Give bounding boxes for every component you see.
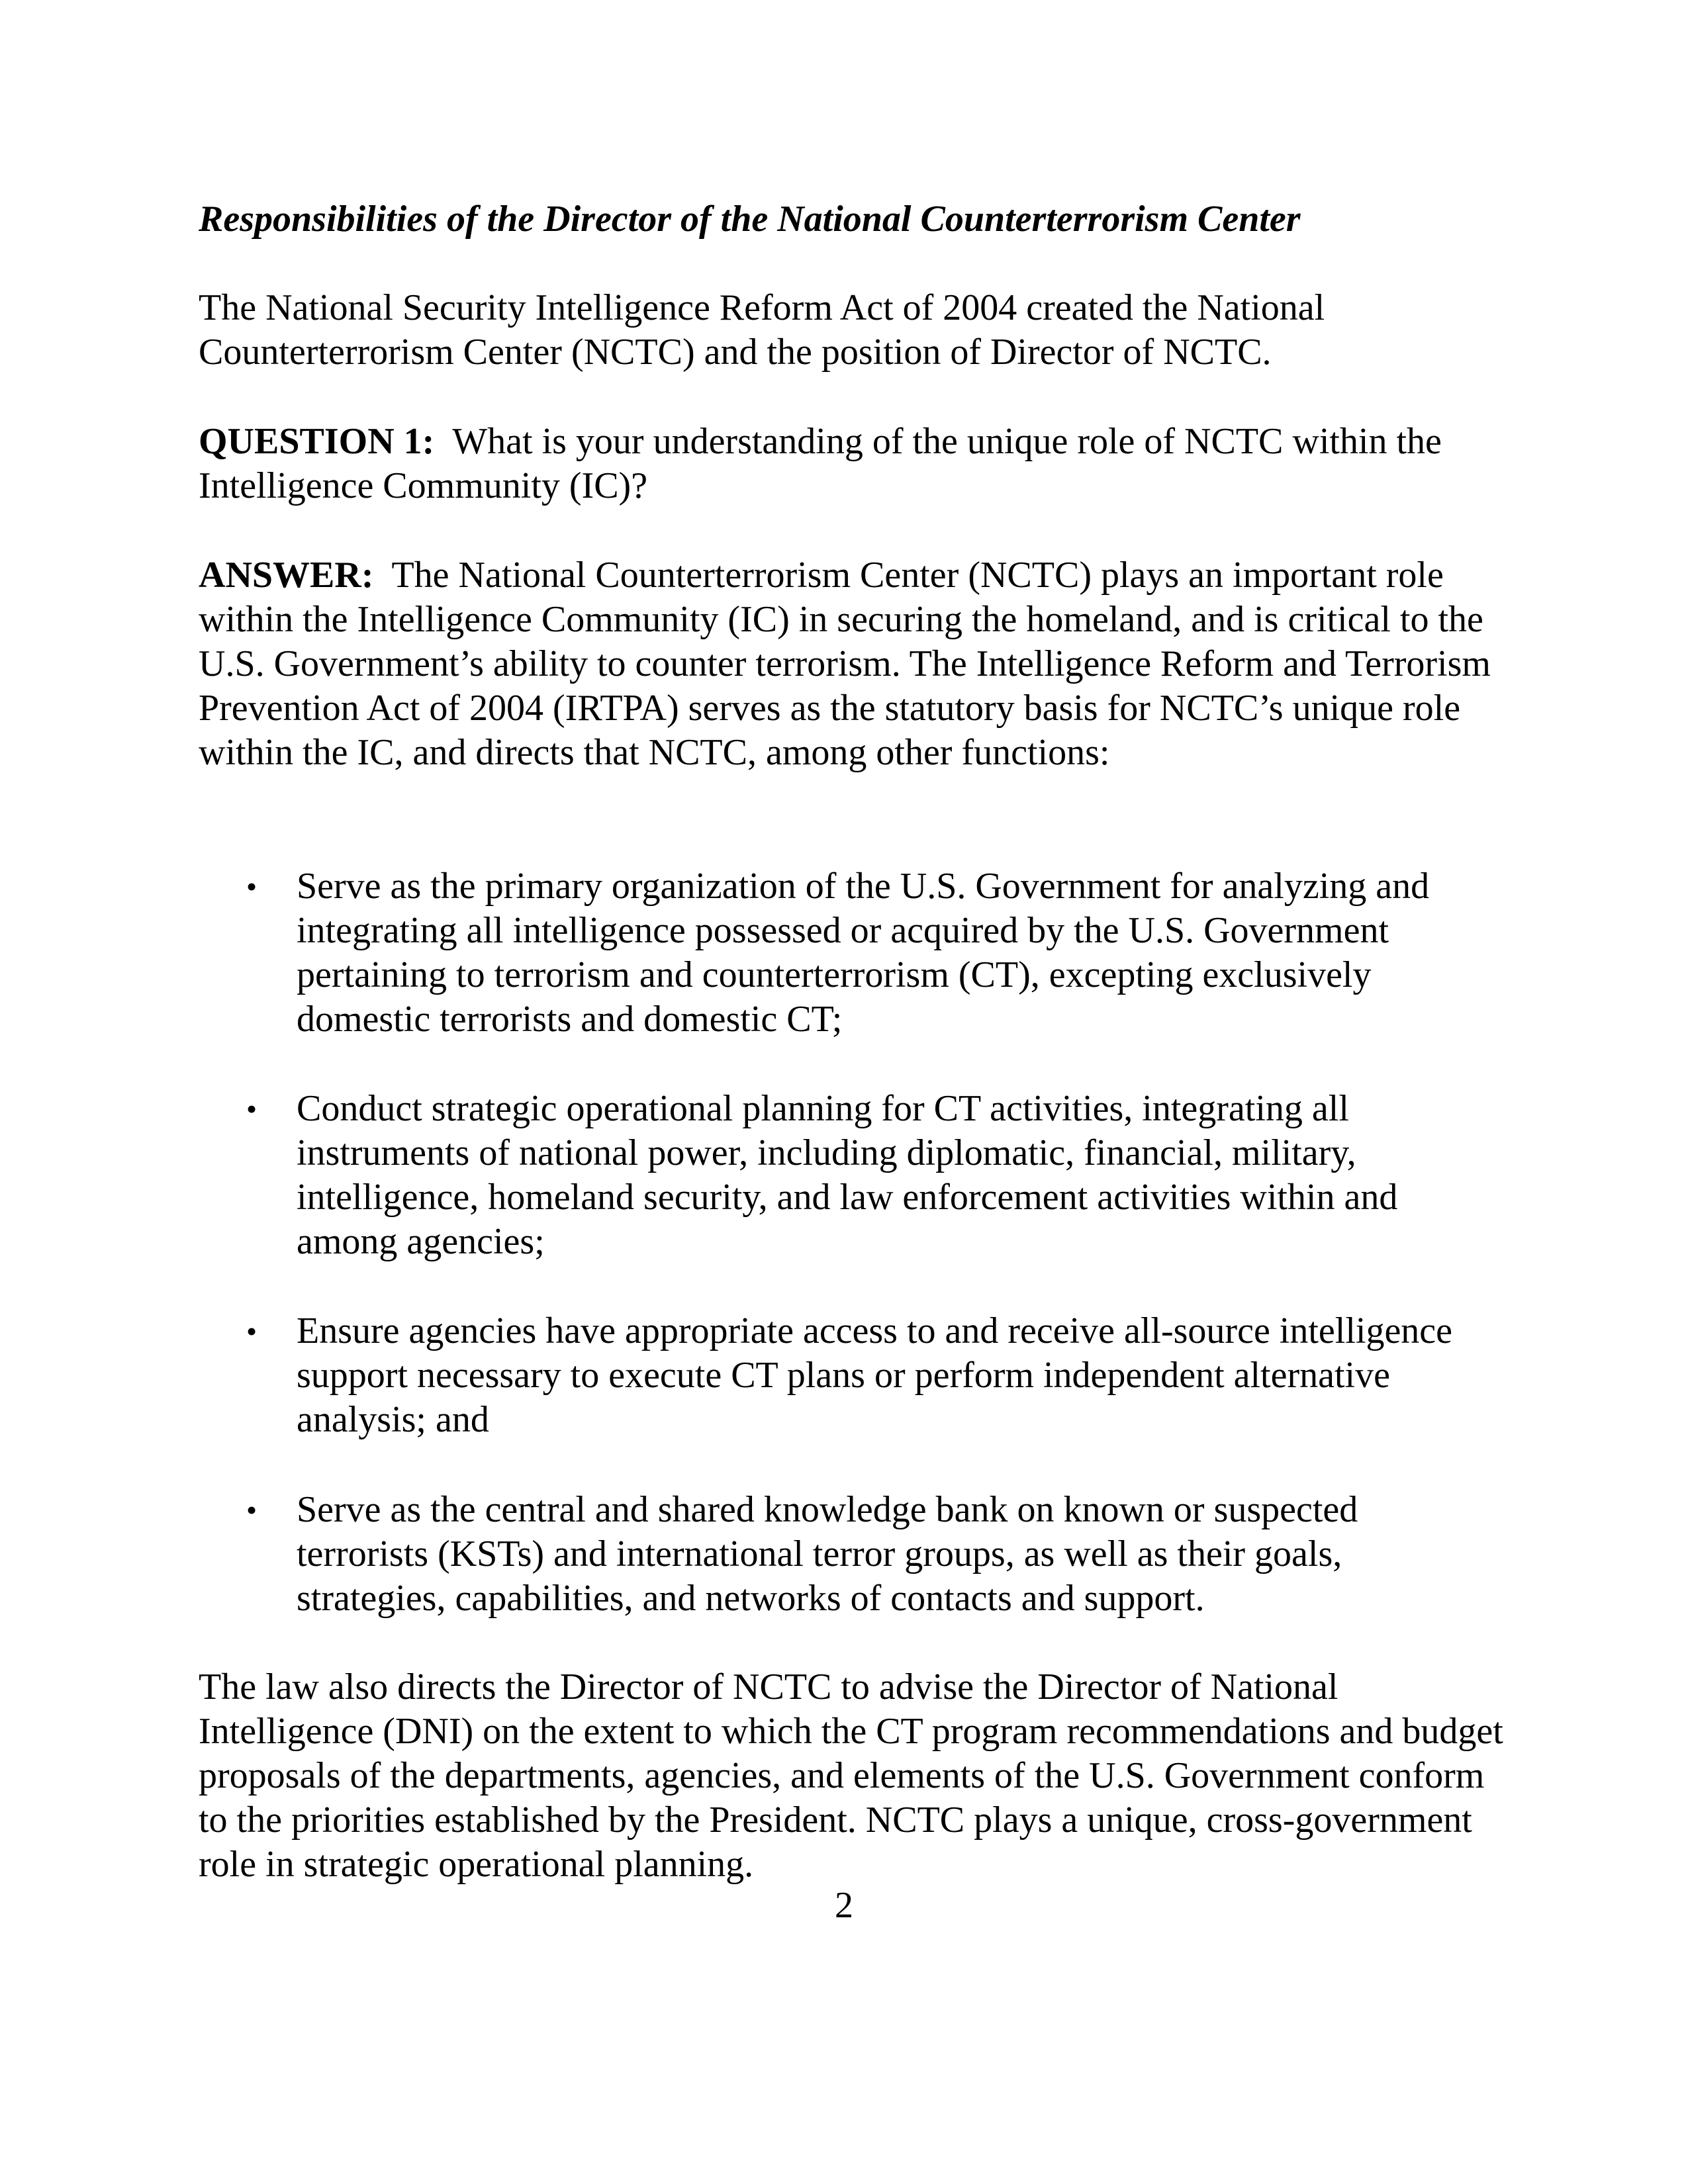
- bullet-icon: •: [246, 1092, 258, 1126]
- answer-label: ANSWER:: [199, 555, 374, 596]
- list-item: [246, 864, 1488, 1042]
- question-label: QUESTION 1:: [199, 421, 435, 462]
- list-item: [246, 1309, 1488, 1442]
- list-item-text: Serve as the central and shared knowledge bank on known or suspected terrorists (KSTs) and international terror groups, as well as their goals, strategies, capabilities, and networks of contacts and support.: [297, 1489, 1358, 1619]
- question-paragraph: [199, 420, 1516, 508]
- question-text: What is your understanding of the unique role of NCTC within the Intelligence Community (IC)?: [199, 421, 1442, 506]
- page-number: 2: [835, 1885, 853, 1926]
- list-item-text: Ensure agencies have appropriate access to and receive all-source intelligence support necessary to execute CT plans or perform independent alternative analysis; and: [297, 1310, 1453, 1440]
- answer-paragraph: [199, 553, 1516, 775]
- bullet-icon: •: [246, 870, 258, 903]
- list-item-text: Serve as the primary organization of the U.S. Government for analyzing and integrating all intelligence possessed or acquired by the U.S. Government pertaining to terrorism and counterterrorism (CT), excepting exclusively domestic terrorists and domestic CT;: [297, 866, 1430, 1040]
- intro-paragraph: The National Security Intelligence Reform Act of 2004 created the National Counterterrorism Center (NCTC) and the position of Director of NCTC.: [199, 287, 1325, 373]
- bullet-icon: •: [246, 1314, 258, 1348]
- list-item-text: Conduct strategic operational planning for CT activities, integrating all instruments of national power, including diplomatic, financial, military, intelligence, homeland security, and law enforcement activities within and among agencies;: [297, 1088, 1398, 1262]
- answer-text: The National Counterterrorism Center (NCTC) plays an important role within the Intelligence Community (IC) in securing the homeland, and is critical to the U.S. Government’s ability to counter terrorism. The Intelligence Reform and Terrorism Prevention Act of 2004 (IRTPA) serves as the statutory basis for NCTC’s unique role within the IC, and directs that NCTC, among other functions:: [199, 555, 1491, 773]
- section-heading: Responsibilities of the Director of the National Counterterrorism Center: [199, 199, 1301, 240]
- list-item: [246, 1087, 1488, 1264]
- list-item: [246, 1488, 1488, 1621]
- closing-paragraph: The law also directs the Director of NCTC to advise the Director of National Intelligence (DNI) on the extent to which the CT program recommendations and budget proposals of the departments, agencies, and elements of the U.S. Government conform to the priorities established by the President. NCTC plays a unique, cross-government role in strategic operational planning.: [199, 1666, 1503, 1885]
- bullet-icon: •: [246, 1493, 258, 1527]
